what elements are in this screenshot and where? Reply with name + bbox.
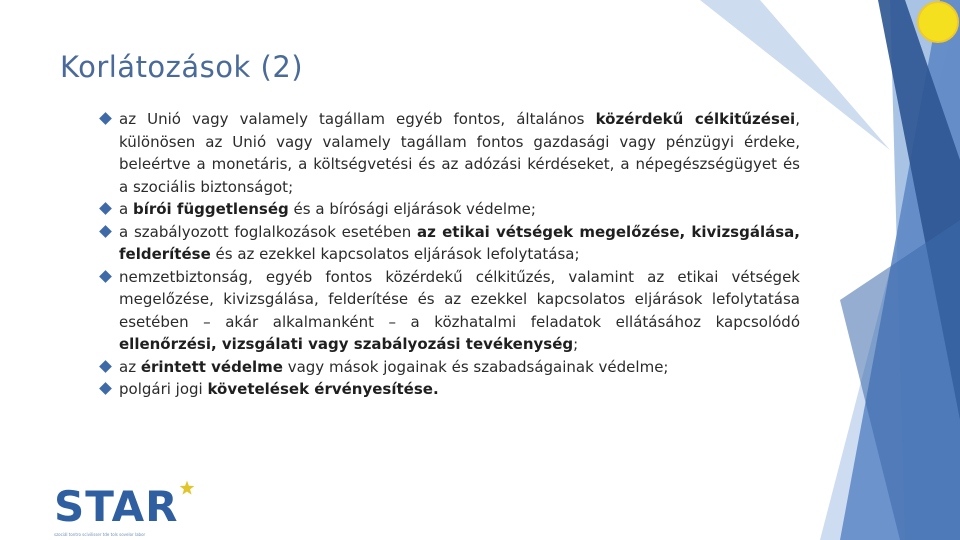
bullet-text: vagy mások jogainak és szabadságainak védelme; [282,357,669,376]
bullet-list [100,108,800,401]
diamond-bullet-icon [99,202,112,215]
logo-text: STAR [54,482,179,531]
logo-subtitle: szociál tontro scivilisser tde tols sovelor labor [54,532,146,537]
bullet-text: és az ezekkel kapcsolatos eljárások lefolytatása; [210,245,580,263]
bullet-emphasis: ellenőrzési, vizsgálati vagy szabályozási tevékenység [119,335,574,353]
bullet-text: az Unió vagy valamely tagállam egyéb fontos, általános [119,110,596,128]
bullet-emphasis: közérdekű célkitűzései [595,110,796,128]
bullet-item [100,108,800,198]
diamond-bullet-icon [99,360,112,373]
bullet-item [100,266,800,356]
bullet-text: az [119,357,141,376]
bullet-emphasis: érintett védelme [140,357,283,376]
sun-circle-icon [918,2,958,42]
bullet-item [100,356,800,379]
bullet-emphasis: követelések érvényesítése. [207,380,439,398]
bullet-text: polgári jogi [119,380,208,398]
diamond-bullet-icon [99,112,112,125]
diamond-bullet-icon [99,382,112,395]
bullet-item [100,378,800,401]
star-icon [179,480,195,496]
slide-title: Korlátozások (2) [60,50,304,84]
diamond-bullet-icon [99,270,112,283]
diamond-bullet-icon [99,225,112,238]
bullet-text: a [119,200,133,218]
bullet-text: és a bírósági eljárások védelme; [288,200,536,218]
star-logo [54,480,204,540]
bullet-emphasis: bírói függetlenség [132,200,289,218]
bullet-text: nemzetbiztonság, egyéb fontos közérdekű célkitűzés, valamint az etikai vétségek megelőzése, kivizsgálása, felderítése és az ezekkel kapcsolatos eljárások lefolytatása esetében – akár alkalmanként – a közhatalmi feladatok ellátásához kapcsolódó [119,267,800,331]
bullet-emphasis: az etikai vétségek megelőzése, kivizsgálása, felderítése [119,222,800,263]
bullet-text: ; [573,335,579,353]
bullet-item [100,221,800,266]
bullet-item [100,198,800,221]
bullet-text: a szabályozott foglalkozások esetében [119,222,418,241]
bullet-text: , különösen az Unió vagy valamely tagállam fontos gazdasági vagy pénzügyi érdeke, beleértve a monetáris, a költségvetési és az adózási kérdéseket, a népegészségügyet és a szociális biztonságot; [119,110,800,196]
